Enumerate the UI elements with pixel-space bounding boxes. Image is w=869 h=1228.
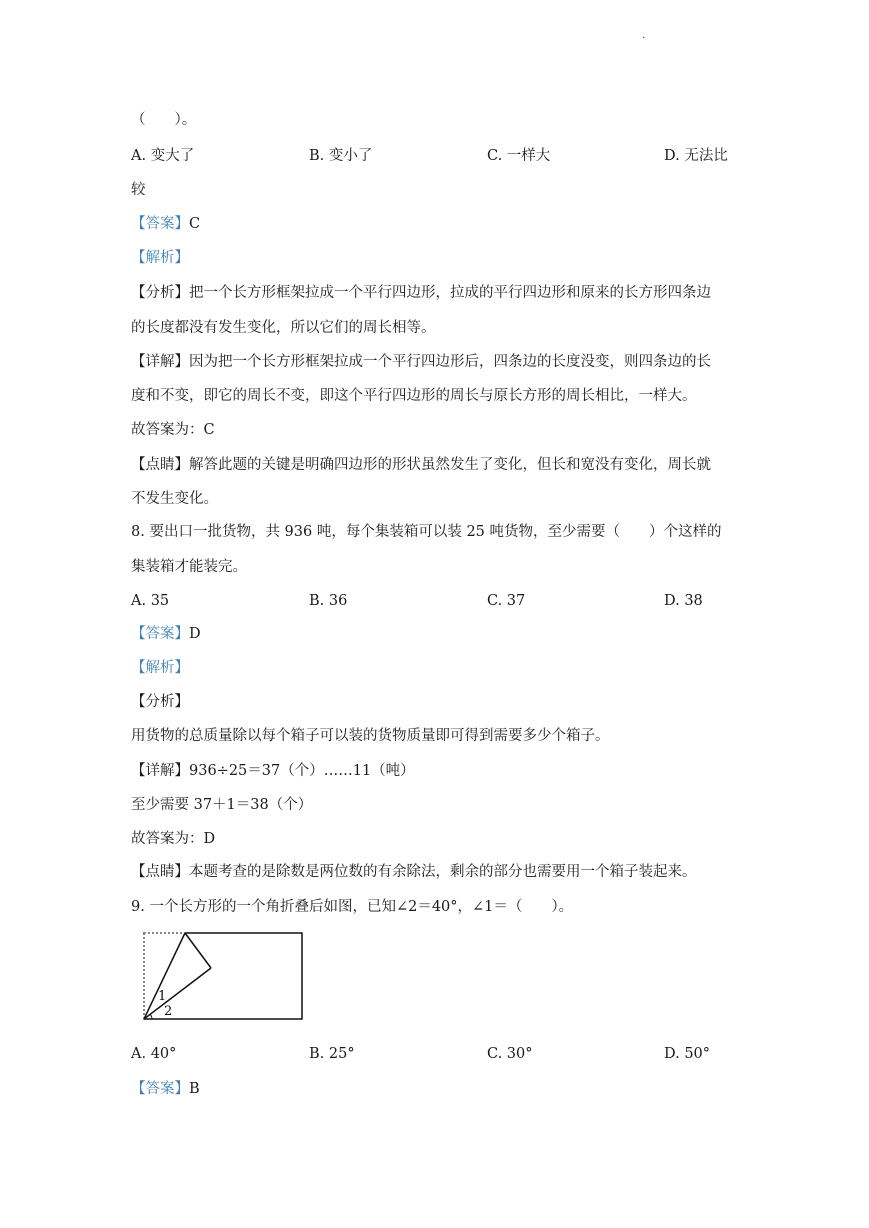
q7-option-c: C. 一样大 — [487, 148, 551, 164]
q8-final: 故答案为：D — [131, 831, 216, 847]
q9-stem: 9. 一个长方形的一个角折叠后如图，已知∠2＝40°，∠1＝（ ）。 — [131, 899, 574, 915]
answer-value: B — [189, 1081, 200, 1097]
q8-calc2: 至少需要 37＋1＝38（个） — [131, 797, 313, 813]
answer-tag: 【答案】 — [131, 1081, 189, 1097]
q8-fenxi-text: 用货物的总质量除以每个箱子可以装的货物质量即可得到需要多少个箱子。 — [131, 728, 610, 744]
q7-xiangjie-1 — [131, 352, 711, 372]
answer-value: D — [189, 626, 201, 642]
angle-2-label: 2 — [164, 1004, 173, 1019]
q8-answer — [131, 624, 201, 644]
q8-stem-1: 8. 要出口一批货物，共 936 吨，每个集装箱可以装 25 吨货物，至少需要（ ）个这样的 — [131, 524, 722, 540]
q9-answer — [131, 1079, 200, 1099]
folded-top-edge — [185, 933, 211, 968]
q7-stem-tail: （ ）。 — [131, 112, 197, 128]
q8-xiangjie — [131, 761, 415, 781]
answer-tag: 【答案】 — [131, 626, 189, 642]
folded-rectangle-figure — [140, 928, 310, 1026]
q8-option-d: D. 38 — [664, 593, 703, 609]
q7-option-a: A. 变大了 — [131, 148, 195, 164]
q7-option-d: D. 无法比 — [664, 148, 728, 164]
header-mark: . — [642, 30, 646, 41]
dianjing-tag: 【点睛】 — [131, 864, 189, 880]
angle-1-label: 1 — [158, 989, 167, 1004]
q8-fenxi-tag: 【分析】 — [131, 694, 189, 710]
answer-value: C — [189, 216, 201, 232]
q7-fenxi-1 — [131, 283, 711, 303]
dianjing-tag: 【点睛】 — [131, 457, 189, 473]
q9-option-d: D. 50° — [664, 1046, 711, 1062]
q8-option-a: A. 35 — [131, 593, 170, 609]
q7-dianjing-1 — [131, 455, 711, 475]
xiangjie-text: 936÷25＝37（个）……11（吨） — [189, 763, 415, 779]
fenxi-text: 把一个长方形框架拉成一个平行四边形，拉成的平行四边形和原来的长方形四条边 — [189, 285, 711, 301]
q8-stem-2: 集装箱才能装完。 — [131, 559, 247, 575]
q7-dianjing-2: 不发生变化。 — [131, 491, 218, 507]
xiangjie-tag: 【详解】 — [131, 763, 189, 779]
q9-option-c: C. 30° — [487, 1046, 533, 1062]
q7-fenxi-2: 的长度都没有发生变化，所以它们的周长相等。 — [131, 320, 436, 336]
fenxi-tag: 【分析】 — [131, 285, 189, 301]
q7-answer — [131, 214, 200, 234]
xiangjie-text: 因为把一个长方形框架拉成一个平行四边形后，四条边的长度没变，则四条边的长 — [189, 354, 711, 370]
q8-analysis-tag: 【解析】 — [131, 660, 189, 676]
q8-option-c: C. 37 — [487, 593, 526, 609]
q9-option-a: A. 40° — [131, 1046, 177, 1062]
q7-option-wrap: 较 — [131, 182, 146, 198]
q7-analysis-tag: 【解析】 — [131, 250, 189, 266]
q7-option-b: B. 变小了 — [309, 148, 373, 164]
q9-option-b: B. 25° — [309, 1046, 355, 1062]
q7-final: 故答案为：C — [131, 422, 215, 438]
xiangjie-tag: 【详解】 — [131, 354, 189, 370]
answer-tag: 【答案】 — [131, 216, 189, 232]
dianjing-text: 解答此题的关键是明确四边形的形状虽然发生了变化，但长和宽没有变化，周长就 — [189, 457, 711, 473]
q8-option-b: B. 36 — [309, 593, 348, 609]
q7-xiangjie-2: 度和不变，即它的周长不变，即这个平行四边形的周长与原长方形的周长相比，一样大。 — [131, 388, 697, 404]
q8-dianjing — [131, 862, 697, 882]
dianjing-text: 本题考查的是除数是两位数的有余除法，剩余的部分也需要用一个箱子装起来。 — [189, 864, 697, 880]
folded-edge — [144, 968, 211, 1019]
